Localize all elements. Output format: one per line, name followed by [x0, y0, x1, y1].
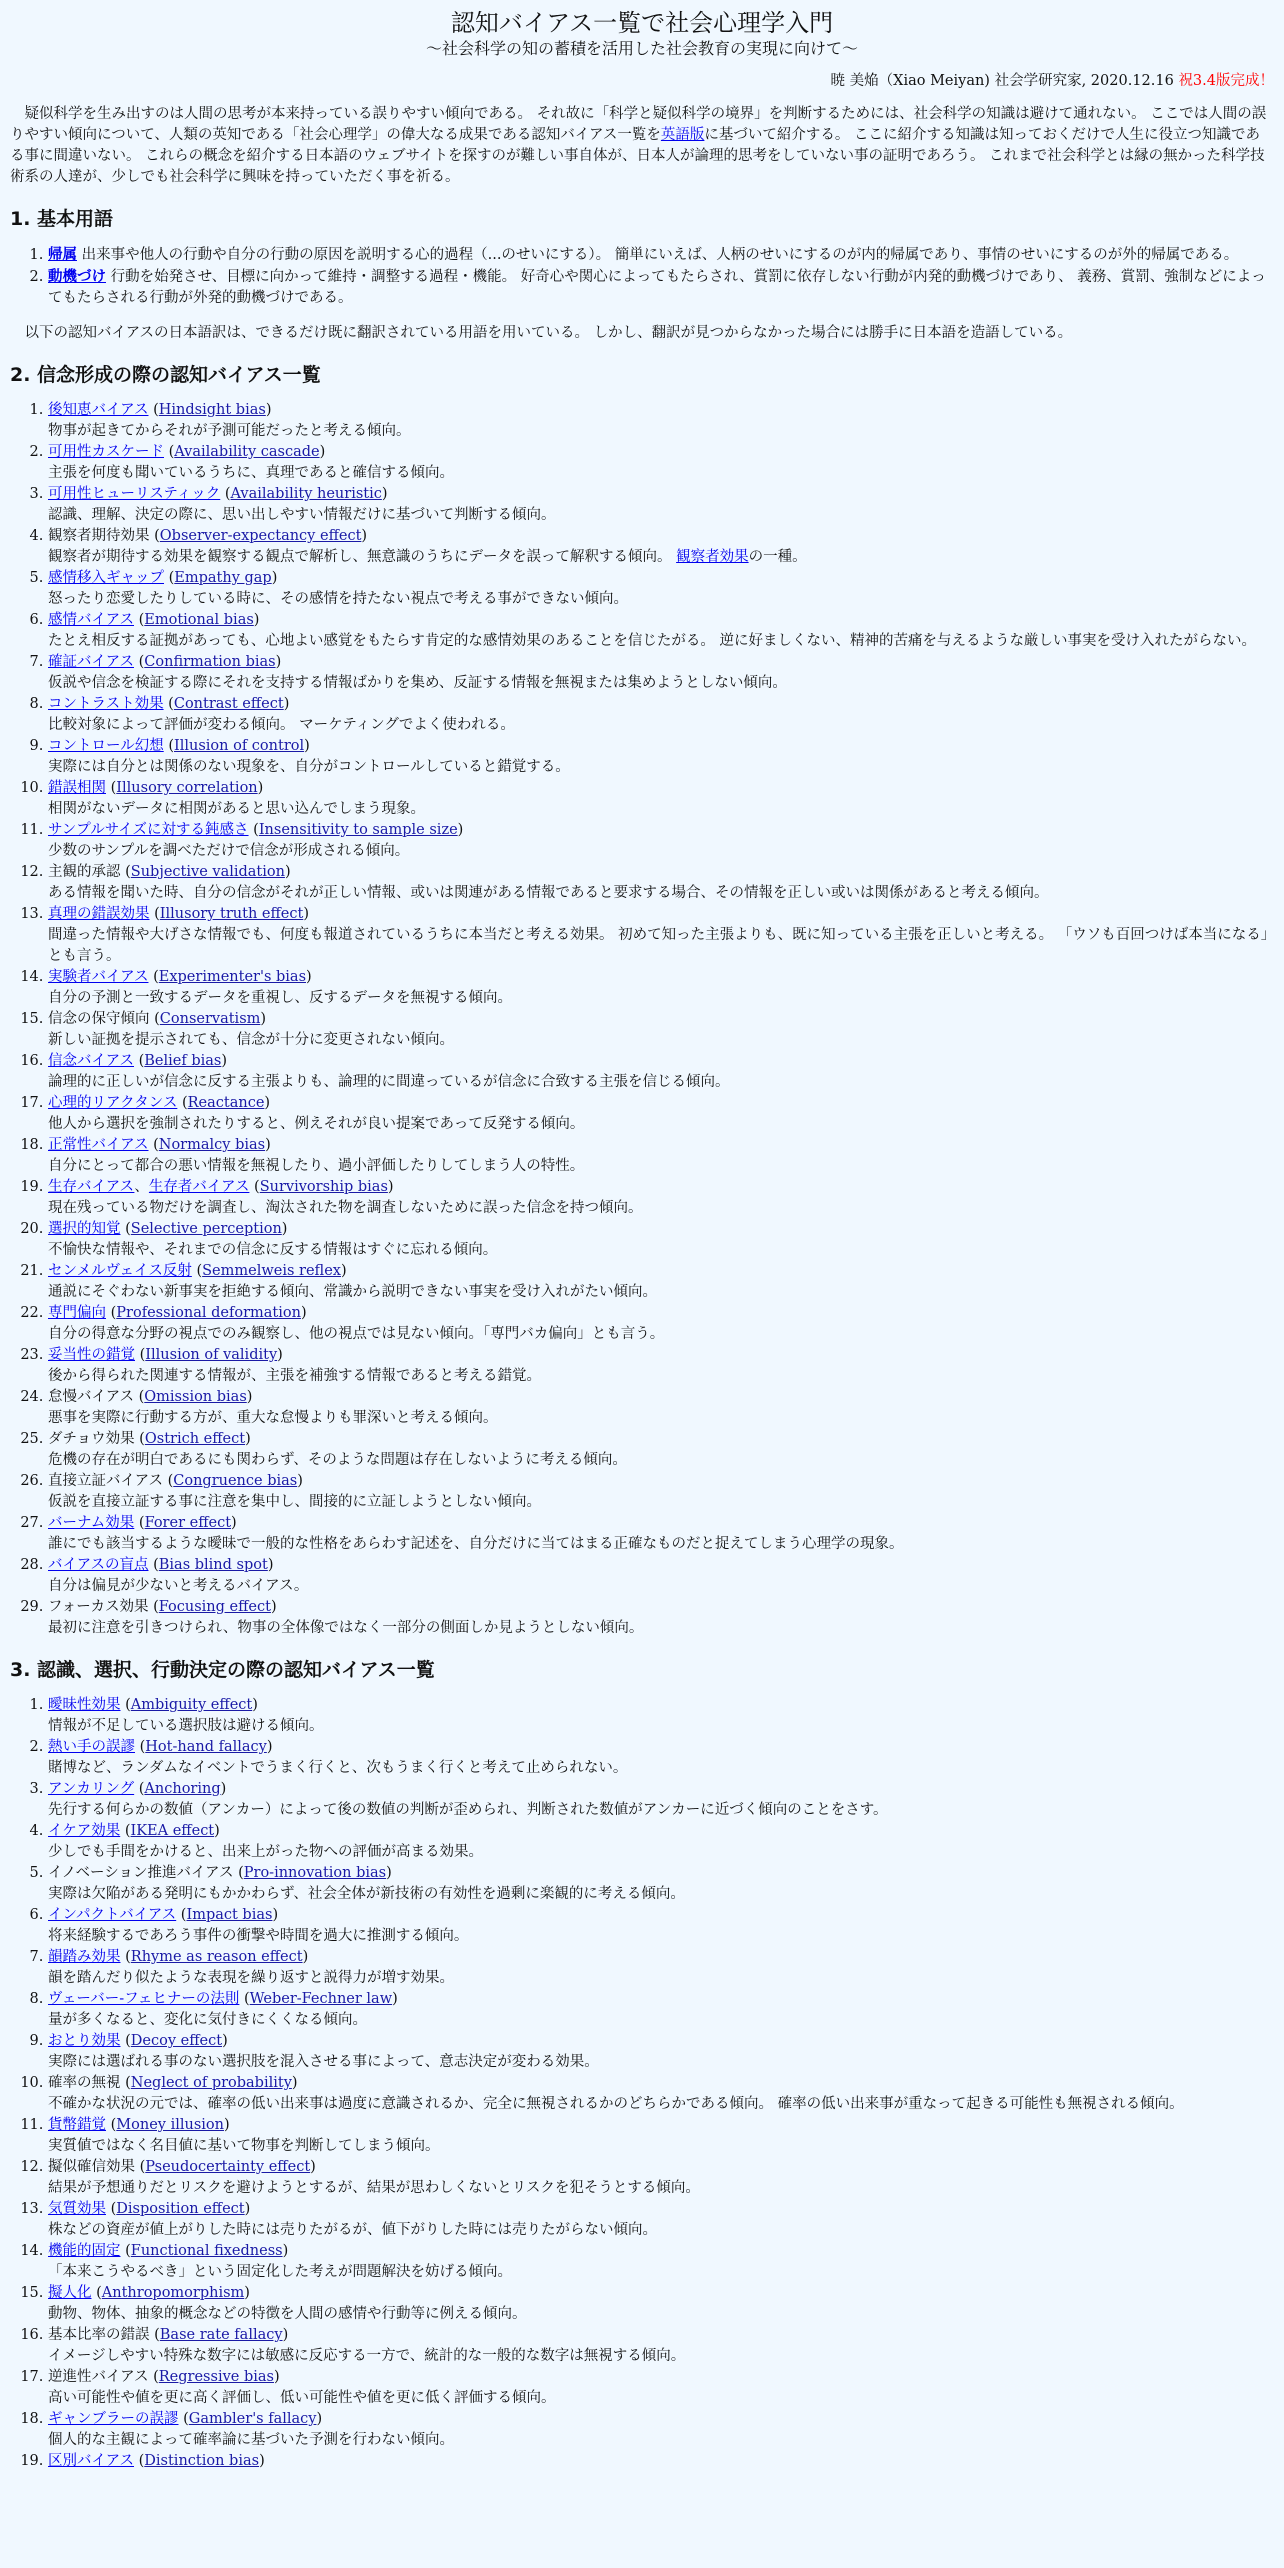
english-name-link[interactable]: Insensitivity to sample size: [258, 822, 458, 838]
english-name-link[interactable]: Ambiguity effect: [130, 1697, 253, 1713]
bias-description: 主張を何度も聞いているうちに、真理であると確信する傾向。: [48, 465, 454, 481]
bias-description: 誰にでも該当するような曖昧で一般的な性格をあらわす記述を、自分だけに当てはまる正確なものだと捉えてしまう心理学の現象。: [48, 1536, 904, 1552]
list-item: 8. コントラスト効果 (Contrast effect) 比較対象によって評価が変わる傾向。 マーケティングでよく使われる。: [48, 694, 1274, 736]
bias-name-link[interactable]: ギャンブラーの誤謬: [48, 2411, 179, 2427]
list-item: 7. 韻踏み効果 (Rhyme as reason effect) 韻を踏んだり似たような表現を繰り返すと説得力が増す効果。: [48, 1947, 1274, 1989]
bias-name-link[interactable]: 曖昧性効果: [48, 1697, 121, 1713]
bias-name-link[interactable]: 生存バイアス: [48, 1179, 135, 1195]
author-date: 暁 美焔（Xiao Meiyan) 社会学研究家, 2020.12.16: [830, 73, 1174, 89]
list-item: 1. 曖昧性効果 (Ambiguity effect) 情報が不足している選択肢は避ける傾向。: [48, 1695, 1274, 1737]
bias-name: フォーカス効果: [48, 1599, 149, 1615]
bias-name: 主観的承認: [48, 864, 121, 880]
bias-name: 信念の保守傾向: [48, 1011, 150, 1027]
list-item: 9. おとり効果 (Decoy effect) 実際には選ばれる事のない選択肢を混入させる事によって、意志決定が変わる効果。: [48, 2031, 1274, 2073]
bias-name-link[interactable]: イケア効果: [48, 1823, 121, 1839]
list-item: 4. イケア効果 (IKEA effect) 少しでも手間をかけると、出来上がった物への評価が高まる効果。: [48, 1821, 1274, 1863]
bias-name: ダチョウ効果: [48, 1431, 135, 1447]
section-heading-decision-biases: 3. 認識、選択、行動決定の際の認知バイアス一覧: [10, 1659, 435, 1681]
bias-description: 危機の存在が明白であるにも関わらず、そのような問題は存在しないように考える傾向。: [48, 1452, 627, 1468]
english-name-link[interactable]: Bias blind spot: [158, 1557, 268, 1573]
bias-name-link[interactable]: 後知恵バイアス: [48, 402, 149, 418]
bias-description: 不確かな状況の元では、確率の低い出来事は過度に意識されるか、完全に無視されるかのどちらかである傾向。 確率の低い出来事が重なって起きる可能性も無視される傾向。: [48, 2096, 1184, 2112]
list-item: 6. インパクトバイアス (Impact bias) 将来経験するであろう事件の衝撃や時間を過大に推測する傾向。: [48, 1905, 1274, 1947]
list-item: 29. フォーカス効果 (Focusing effect) 最初に注意を引きつけられ、物事の全体像ではなく一部分の側面しか見ようとしない傾向。: [48, 1597, 1274, 1639]
bias-name-link[interactable]: 韻踏み効果: [48, 1949, 121, 1965]
english-name-link[interactable]: Contrast effect: [173, 696, 284, 712]
translation-note: 以下の認知バイアスの日本語訳は、できるだけ既に翻訳されている用語を用いている。 しかし、翻訳が見つからなかった場合には勝手に日本語を造語している。: [24, 325, 1073, 341]
bias-description: 少しでも手間をかけると、出来上がった物への評価が高まる効果。: [48, 1844, 483, 1860]
english-name-link[interactable]: Congruence bias: [173, 1473, 298, 1489]
english-name-link[interactable]: Illusion of validity: [145, 1347, 278, 1363]
bias-description: 相関がないデータに相関があると思い込んでしまう現象。: [48, 801, 425, 817]
bias-name: 確率の無視: [48, 2075, 121, 2091]
bias-description: 実質値ではなく名目値に基いて物事を判断してしまう傾向。: [48, 2138, 440, 2154]
list-item: 1. 後知恵バイアス (Hindsight bias) 物事が起きてからそれが予測可能だったと考える傾向。: [48, 400, 1274, 442]
bias-name-link[interactable]: 真理の錯誤効果: [48, 906, 150, 922]
bias-description: 高い可能性や値を更に高く評価し、低い可能性や値を更に低く評価する傾向。: [48, 2390, 556, 2406]
english-name-link[interactable]: Experimenter's bias: [158, 969, 307, 985]
list-item: 13. 気質効果 (Disposition effect) 株などの資産が値上がりした時には売りたがるが、値下がりした時には売りたがらない傾向。: [48, 2199, 1274, 2241]
list-item: 3. 可用性ヒューリスティック (Availability heuristic) 認識、理解、決定の際に、思い出しやすい情報だけに基づいて判断する傾向。: [48, 484, 1274, 526]
list-item: 2. 熱い手の誤謬 (Hot-hand fallacy) 賭博など、ランダムなイベントでうまく行くと、次もうまく行くと考えて止められない。: [48, 1737, 1274, 1779]
english-name-link[interactable]: IKEA effect: [130, 1823, 215, 1839]
english-name-link[interactable]: Reactance: [187, 1095, 265, 1111]
english-name-link[interactable]: Distinction bias: [144, 2453, 260, 2469]
english-name-link[interactable]: Conservatism: [159, 1011, 261, 1027]
version-celebration: 祝3.4版完成！: [1178, 73, 1274, 89]
term-description: 出来事や他人の行動や自分の行動の原因を説明する心的過程（...のせいにする）。 簡単にいえば、人柄のせいにするのが内的帰属であり、事情のせいにするのが外的帰属である。: [77, 247, 1239, 263]
bias-description: 自分の得意な分野の視点でのみ観察し、他の視点では見ない傾向。「専門バカ偏向」とも言う。: [48, 1326, 665, 1342]
list-item: 19. 区別バイアス (Distinction bias): [48, 2451, 1274, 2472]
english-name-link[interactable]: Survivorship bias: [259, 1179, 388, 1195]
bias-description: 最初に注意を引きつけられ、物事の全体像ではなく一部分の側面しか見ようとしない傾向。: [48, 1620, 644, 1636]
english-name-link[interactable]: Money illusion: [116, 2117, 224, 2133]
bias-description: 自分の予測と一致するデータを重視し、反するデータを無視する傾向。: [48, 990, 512, 1006]
list-item: 17. 心理的リアクタンス (Reactance) 他人から選択を強制されたりすると、例えそれが良い提案であって反発する傾向。: [48, 1093, 1274, 1135]
english-name-link[interactable]: Hindsight bias: [158, 402, 266, 418]
bias-name-link[interactable]: 選択的知覚: [48, 1221, 121, 1237]
list-item: 11. 貨幣錯覚 (Money illusion) 実質値ではなく名目値に基いて物事を判断してしまう傾向。: [48, 2115, 1274, 2157]
english-name-link[interactable]: Rhyme as reason effect: [130, 1949, 303, 1965]
bias-name-link[interactable]: 感情バイアス: [48, 612, 134, 628]
bias-name-link[interactable]: 生存者バイアス: [148, 1179, 250, 1195]
bias-description: 韻を踏んだり似たような表現を繰り返すと説得力が増す効果。: [48, 1970, 454, 1986]
bias-name-link[interactable]: 熱い手の誤謬: [48, 1739, 135, 1755]
bias-description: 自分にとって都合の悪い情報を無視したり、過小評価したりしてしまう人の特性。: [48, 1158, 585, 1174]
bias-name-link[interactable]: 確証バイアス: [48, 654, 134, 670]
bias-description: 少数のサンプルを調べただけで信念が形成される傾向。: [48, 843, 410, 859]
bias-name-link[interactable]: 信念バイアス: [48, 1053, 134, 1069]
bias-name: 直接立証バイアス: [48, 1473, 163, 1489]
section-heading-basic-terms: 1. 基本用語: [10, 208, 114, 230]
english-name-link[interactable]: Forer effect: [144, 1515, 232, 1531]
bias-name-link[interactable]: ヴェーバー-フェヒナーの法則: [48, 1991, 240, 2007]
english-name-link[interactable]: Pseudocertainty effect: [145, 2159, 311, 2175]
bias-name-link[interactable]: アンカリング: [48, 1781, 135, 1797]
bias-description: 自分は偏見が少ないと考えるバイアス。: [48, 1578, 309, 1594]
list-item: 8. ヴェーバー-フェヒナーの法則 (Weber-Fechner law) 量が多くなると、変化に気付きにくくなる傾向。: [48, 1989, 1274, 2031]
bias-description: 比較対象によって評価が変わる傾向。 マーケティングでよく使われる。: [48, 717, 515, 733]
bias-name: 擬似確信効果: [48, 2159, 135, 2175]
bias-description: 量が多くなると、変化に気付きにくくなる傾向。: [48, 2012, 367, 2028]
english-name-link[interactable]: Semmelweis reflex: [202, 1263, 341, 1279]
english-name-link[interactable]: Ostrich effect: [144, 1431, 246, 1447]
bias-name-link[interactable]: 区別バイアス: [48, 2453, 134, 2469]
bias-name-link[interactable]: 妥当性の錯覚: [48, 1347, 135, 1363]
bias-name-link[interactable]: 可用性ヒューリスティック: [48, 486, 221, 502]
english-name-link[interactable]: Hot-hand fallacy: [145, 1739, 267, 1755]
bias-name-link[interactable]: バーナム効果: [48, 1515, 135, 1531]
list-item: 16. 信念バイアス (Belief bias) 論理的に正しいが信念に反する主張よりも、論理的に間違っているが信念に合致する主張を信じる傾向。: [48, 1051, 1274, 1093]
bias-description: 結果が予想通りだとリスクを避けようとするが、結果が思わしくないとリスクを犯そうとする傾向。: [48, 2180, 700, 2196]
english-name-link[interactable]: Confirmation bias: [144, 654, 276, 670]
bias-description: 間違った情報や大げさな情報でも、何度も報道されているうちに本当だと考える効果。 初めて知った主張よりも、既に知っている主張を正しいと考える。 「ウソも百回つけば本当になる」とも言う。: [48, 927, 1268, 964]
english-name-link[interactable]: Anthropomorphism: [101, 2285, 245, 2301]
bias-description: 実際には自分とは関係のない現象を、自分がコントロールしていると錯覚する。: [48, 759, 570, 775]
bias-description: 他人から選択を強制されたりすると、例えそれが良い提案であって反発する傾向。: [48, 1116, 585, 1132]
bias-name-link[interactable]: 気質効果: [48, 2201, 106, 2217]
english-name-link[interactable]: Anchoring: [144, 1781, 221, 1797]
bias-description: ある情報を聞いた時、自分の信念がそれが正しい情報、或いは関連がある情報であると要求する場合、その情報を正しい或いは関係があると考える傾向。: [48, 885, 1049, 901]
list-item: 18. 正常性バイアス (Normalcy bias) 自分にとって都合の悪い情報を無視したり、過小評価したりしてしまう人の特性。: [48, 1135, 1274, 1177]
bias-name-link[interactable]: 擬人化: [48, 2285, 92, 2301]
bias-description: 観察者が期待する効果を観察する観点で解析し、無意識のうちにデータを誤って解釈する傾向。 観察者効果の一種。: [48, 549, 807, 565]
bias-description: たとえ相反する証拠があっても、心地よい感覚をもたらす肯定的な感情効果のあることを信じたがる。 逆に好ましくない、精神的苦痛を与えるような厳しい事実を受け入れたがらない。: [48, 633, 1256, 649]
list-item: 6. 感情バイアス (Emotional bias) たとえ相反する証拠があっても、心地よい感覚をもたらす肯定的な感情効果のあることを信じたがる。 逆に好ましくない、精神的苦痛を与えるような厳しい事実を受け入れたがらない。: [48, 610, 1274, 652]
section-heading-belief-biases: 2. 信念形成の際の認知バイアス一覧: [10, 364, 321, 386]
english-name-link[interactable]: Focusing effect: [158, 1599, 271, 1615]
bias-name-link[interactable]: 専門偏向: [48, 1305, 106, 1321]
bias-description: 後から得られた関連する情報が、主張を補強する情報であると考える錯覚。: [48, 1368, 541, 1384]
bias-description: 仮説を直接立証する事に注意を集中し、間接的に立証しようとしない傾向。: [48, 1494, 541, 1510]
bias-description: 実際には選ばれる事のない選択肢を混入させる事によって、意志決定が変わる効果。: [48, 2054, 599, 2070]
list-item: 4. 観察者期待効果 (Observer-expectancy effect) 観察者が期待する効果を観察する観点で解析し、無意識のうちにデータを誤って解釈する傾向。 観察者効果の一種。: [48, 526, 1274, 568]
bias-description: 先行する何らかの数値（アンカー）によって後の数値の判断が歪められ、判断された数値がアンカーに近づく傾向のことをさす。: [48, 1802, 888, 1818]
english-name-link[interactable]: Emotional bias: [144, 612, 254, 628]
english-version-link[interactable]: 英語版: [660, 127, 705, 143]
bias-description: 動物、物体、抽象的概念などの特徴を人間の感情や行動等に例える傾向。: [48, 2306, 527, 2322]
list-item: 21. センメルヴェイス反射 (Semmelweis reflex) 通説にそぐわない新事実を拒絶する傾向、常識から説明できない事実を受け入れがたい傾向。: [48, 1261, 1274, 1303]
page-title: 認知バイアス一覧で社会心理学入門: [450, 9, 834, 37]
list-item: 22. 専門偏向 (Professional deformation) 自分の得意な分野の視点でのみ観察し、他の視点では見ない傾向。「専門バカ偏向」とも言う。: [48, 1303, 1274, 1345]
english-name-link[interactable]: Omission bias: [144, 1389, 247, 1405]
list-item: 12. 主観的承認 (Subjective validation) ある情報を聞いた時、自分の信念がそれが正しい情報、或いは関連がある情報であると要求する場合、その情報を正しい或いは関係があると考える傾向。: [48, 862, 1274, 904]
list-item: 3. アンカリング (Anchoring) 先行する何らかの数値（アンカー）によって後の数値の判断が歪められ、判断された数値がアンカーに近づく傾向のことをさす。: [48, 1779, 1274, 1821]
list-item: 19. 生存バイアス、生存者バイアス (Survivorship bias) 現在残っている物だけを調査し、淘汰された物を調査しないために誤った信念を持つ傾向。: [48, 1177, 1274, 1219]
english-name-link[interactable]: Empathy gap: [174, 570, 272, 586]
term-description: 行動を始発させ、目標に向かって維持・調整する過程・機能。 好奇心や関心によってもたらされ、賞罰に依存しない行動が内発的動機づけであり、 義務、賞罰、強制などによってもたらされる行動が外発的動機づけである。: [48, 269, 1266, 306]
intro-text-2: に基づいて紹介する。 ここに紹介する知識は知っておくだけで人生に役立つ知識である事に間違いない。 これらの概念を紹介する日本語のウェブサイトを探すのが難しい事自体が、日本人が論理的思考をしていない事の証明であろう。 これまで社会科学とは縁の無かった科学技術系の人達が、少しでも社会科学に興味を持っていただく事を祈る。: [10, 127, 1265, 185]
bias-description: 賭博など、ランダムなイベントでうまく行くと、次もうまく行くと考えて止められない。: [48, 1760, 628, 1776]
bias-name-link[interactable]: センメルヴェイス反射: [48, 1263, 192, 1279]
bias-name-link[interactable]: コントラスト効果: [48, 696, 164, 712]
list-item: 17. 逆進性バイアス (Regressive bias) 高い可能性や値を更に高く評価し、低い可能性や値を更に低く評価する傾向。: [48, 2367, 1274, 2409]
intro-paragraph: [10, 104, 1274, 188]
bias-name-link[interactable]: 正常性バイアス: [48, 1137, 149, 1153]
list-item: 28. バイアスの盲点 (Bias blind spot) 自分は偏見が少ないと考えるバイアス。: [48, 1555, 1274, 1597]
bias-description: 物事が起きてからそれが予測可能だったと考える傾向。: [48, 423, 411, 439]
byline: [10, 70, 1274, 92]
english-name-link[interactable]: Neglect of probability: [130, 2075, 292, 2091]
english-name-link[interactable]: Gambler's fallacy: [188, 2411, 317, 2427]
english-name-link[interactable]: Illusory truth effect: [159, 906, 304, 922]
english-name-link[interactable]: Functional fixedness: [130, 2243, 283, 2259]
page-subtitle: 〜社会科学の知の蓄積を活用した社会教育の実現に向けて〜: [425, 39, 858, 58]
english-name-link[interactable]: Weber-Fechner law: [249, 1991, 393, 2007]
list-item: [48, 244, 1274, 266]
list-item: 12. 擬似確信効果 (Pseudocertainty effect) 結果が予想通りだとリスクを避けようとするが、結果が思わしくないとリスクを犯そうとする傾向。: [48, 2157, 1274, 2199]
bias-description: 株などの資産が値上がりした時には売りたがるが、値下がりした時には売りたがらない傾向。: [48, 2222, 657, 2238]
list-item: 9. コントロール幻想 (Illusion of control) 実際には自分とは関係のない現象を、自分がコントロールしていると錯覚する。: [48, 736, 1274, 778]
english-name-link[interactable]: Belief bias: [144, 1053, 222, 1069]
bias-name-link[interactable]: 実験者バイアス: [48, 969, 149, 985]
english-name-link[interactable]: Normalcy bias: [158, 1137, 266, 1153]
list-item: 25. ダチョウ効果 (Ostrich effect) 危機の存在が明白であるにも関わらず、そのような問題は存在しないように考える傾向。: [48, 1429, 1274, 1471]
list-item: 24. 怠慢バイアス (Omission bias) 悪事を実際に行動する方が、重大な怠慢よりも罪深いと考える傾向。: [48, 1387, 1274, 1429]
bias-name-link[interactable]: コントロール幻想: [48, 738, 164, 754]
term-link[interactable]: 帰属: [48, 246, 77, 263]
list-item: [48, 266, 1274, 309]
list-item: 7. 確証バイアス (Confirmation bias) 仮説や信念を検証する際にそれを支持する情報ばかりを集め、反証する情報を無視または集めようとしない傾向。: [48, 652, 1274, 694]
term-link[interactable]: 動機づけ: [48, 268, 106, 285]
list-item: 27. バーナム効果 (Forer effect) 誰にでも該当するような曖昧で一般的な性格をあらわす記述を、自分だけに当てはまる正確なものだと捉えてしまう心理学の現象。: [48, 1513, 1274, 1555]
bias-name: 観察者期待効果: [48, 528, 150, 544]
decision-bias-list: [10, 1695, 1274, 2472]
bias-name-link[interactable]: おとり効果: [48, 2033, 121, 2049]
list-item: 14. 実験者バイアス (Experimenter's bias) 自分の予測と一致するデータを重視し、反するデータを無視する傾向。: [48, 967, 1274, 1009]
list-item: 2. 可用性カスケード (Availability cascade) 主張を何度も聞いているうちに、真理であると確信する傾向。: [48, 442, 1274, 484]
list-item: 23. 妥当性の錯覚 (Illusion of validity) 後から得られた関連する情報が、主張を補強する情報であると考える錯覚。: [48, 1345, 1274, 1387]
bias-description: 現在残っている物だけを調査し、淘汰された物を調査しないために誤った信念を持つ傾向。: [48, 1200, 643, 1216]
english-name-link[interactable]: Professional deformation: [116, 1305, 301, 1321]
bias-name-link[interactable]: バイアスの盲点: [48, 1557, 149, 1573]
english-name-link[interactable]: Base rate fallacy: [159, 2327, 283, 2343]
english-name-link[interactable]: Impact bias: [186, 1907, 273, 1923]
bias-description: 悪事を実際に行動する方が、重大な怠慢よりも罪深いと考える傾向。: [48, 1410, 498, 1426]
bias-name: 怠慢バイアス: [48, 1389, 134, 1405]
bias-name-link[interactable]: インパクトバイアス: [48, 1907, 177, 1923]
english-name-link[interactable]: Disposition effect: [116, 2201, 245, 2217]
english-name-link[interactable]: Selective perception: [130, 1221, 282, 1237]
bias-name: イノベーション推進バイアス: [48, 1865, 234, 1881]
bias-description: 通説にそぐわない新事実を拒絶する傾向、常識から説明できない事実を受け入れがたい傾向。: [48, 1284, 657, 1300]
bias-name-link[interactable]: 貨幣錯覚: [48, 2117, 106, 2133]
bias-name-link[interactable]: サンプルサイズに対する鈍感さ: [48, 822, 249, 838]
bias-description: 将来経験するであろう事件の衝撃や時間を過大に推測する傾向。: [48, 1928, 469, 1944]
bias-name-link[interactable]: 機能的固定: [48, 2243, 121, 2259]
bias-name-link[interactable]: 心理的リアクタンス: [48, 1095, 178, 1111]
list-item: 15. 擬人化 (Anthropomorphism) 動物、物体、抽象的概念などの特徴を人間の感情や行動等に例える傾向。: [48, 2283, 1274, 2325]
bias-description: 個人的な主観によって確率論に基づいた予測を行わない傾向。: [48, 2432, 454, 2448]
bias-description: 論理的に正しいが信念に反する主張よりも、論理的に間違っているが信念に合致する主張を信じる傾向。: [48, 1074, 730, 1090]
basic-terms-list: [10, 244, 1274, 309]
bias-description: 怒ったり恋愛したりしている時に、その感情を持たない視点で考える事ができない傾向。: [48, 591, 628, 607]
related-term-link[interactable]: 観察者効果: [676, 549, 749, 565]
english-name-link[interactable]: Decoy effect: [130, 2033, 223, 2049]
bias-description: イメージしやすい特殊な数字には敏感に反応する一方で、統計的な一般的な数字は無視する傾向。: [48, 2348, 686, 2364]
english-name-link[interactable]: Subjective validation: [130, 864, 285, 880]
english-name-link[interactable]: Illusory correlation: [116, 780, 258, 796]
bias-name: 基本比率の錯誤: [48, 2327, 150, 2343]
english-name-link[interactable]: Regressive bias: [158, 2369, 274, 2385]
bias-description: 「本来こうやるべき」という固定化した考えが問題解決を妨げる傾向。: [48, 2264, 512, 2280]
list-item: 16. 基本比率の錯誤 (Base rate fallacy) イメージしやすい特殊な数字には敏感に反応する一方で、統計的な一般的な数字は無視する傾向。: [48, 2325, 1274, 2367]
bias-name-link[interactable]: 可用性カスケード: [48, 444, 164, 460]
english-name-link[interactable]: Observer-expectancy effect: [159, 528, 362, 544]
list-item: 10. 確率の無視 (Neglect of probability) 不確かな状況の元では、確率の低い出来事は過度に意識されるか、完全に無視されるかのどちらかである傾向。 確率の低い出来事が重なって起きる可能性も無視される傾向。: [48, 2073, 1274, 2115]
bias-description: 新しい証拠を提示されても、信念が十分に変更されない傾向。: [48, 1032, 454, 1048]
list-item: 18. ギャンブラーの誤謬 (Gambler's fallacy) 個人的な主観によって確率論に基づいた予測を行わない傾向。: [48, 2409, 1274, 2451]
list-item: 20. 選択的知覚 (Selective perception) 不愉快な情報や、それまでの信念に反する情報はすぐに忘れる傾向。: [48, 1219, 1274, 1261]
list-item: 11. サンプルサイズに対する鈍感さ (Insensitivity to sample size) 少数のサンプルを調べただけで信念が形成される傾向。: [48, 820, 1274, 862]
bias-name: 逆進性バイアス: [48, 2369, 149, 2385]
bias-name-link[interactable]: 感情移入ギャップ: [48, 570, 164, 586]
english-name-link[interactable]: Pro-innovation bias: [243, 1865, 387, 1881]
english-name-link[interactable]: Availability heuristic: [230, 486, 382, 502]
list-item: 10. 錯誤相関 (Illusory correlation) 相関がないデータに相関があると思い込んでしまう現象。: [48, 778, 1274, 820]
english-name-link[interactable]: Availability cascade: [174, 444, 320, 460]
intro-text-1: 疑似科学を生み出すのは人間の思考が本来持っている誤りやすい傾向である。 それ故に「科学と疑似科学の境界」を判断するためには、社会科学の知識は避けて通れない。 ここでは人間の誤りやすい傾向について、人類の英知である「社会心理学」の偉大なる成果である認知バイアス一覧を: [10, 106, 1267, 143]
belief-bias-list: [10, 400, 1274, 1639]
bias-description: 不愉快な情報や、それまでの信念に反する情報はすぐに忘れる傾向。: [48, 1242, 498, 1258]
list-item: 5. 感情移入ギャップ (Empathy gap) 怒ったり恋愛したりしている時に、その感情を持たない視点で考える事ができない傾向。: [48, 568, 1274, 610]
bias-description: 認識、理解、決定の際に、思い出しやすい情報だけに基づいて判断する傾向。: [48, 507, 556, 523]
list-item: 5. イノベーション推進バイアス (Pro-innovation bias) 実際は欠陥がある発明にもかかわらず、社会全体が新技術の有効性を過剰に楽観的に考える傾向。: [48, 1863, 1274, 1905]
bias-description: 情報が不足している選択肢は避ける傾向。: [48, 1718, 324, 1734]
list-item: 14. 機能的固定 (Functional fixedness) 「本来こうやるべき」という固定化した考えが問題解決を妨げる傾向。: [48, 2241, 1274, 2283]
list-item: 26. 直接立証バイアス (Congruence bias) 仮説を直接立証する事に注意を集中し、間接的に立証しようとしない傾向。: [48, 1471, 1274, 1513]
english-name-link[interactable]: Illusion of control: [174, 738, 305, 754]
list-item: 13. 真理の錯誤効果 (Illusory truth effect) 間違った情報や大げさな情報でも、何度も報道されているうちに本当だと考える効果。 初めて知った主張よりも、既に知っている主張を正しいと考える。 「ウソも百回つけば本当になる」とも言う。: [48, 904, 1274, 967]
bias-name-link[interactable]: 錯誤相関: [48, 780, 106, 796]
bias-description: 仮説や信念を検証する際にそれを支持する情報ばかりを集め、反証する情報を無視または集めようとしない傾向。: [48, 675, 787, 691]
list-item: 15. 信念の保守傾向 (Conservatism) 新しい証拠を提示されても、信念が十分に変更されない傾向。: [48, 1009, 1274, 1051]
bias-description: 実際は欠陥がある発明にもかかわらず、社会全体が新技術の有効性を過剰に楽観的に考える傾向。: [48, 1886, 685, 1902]
